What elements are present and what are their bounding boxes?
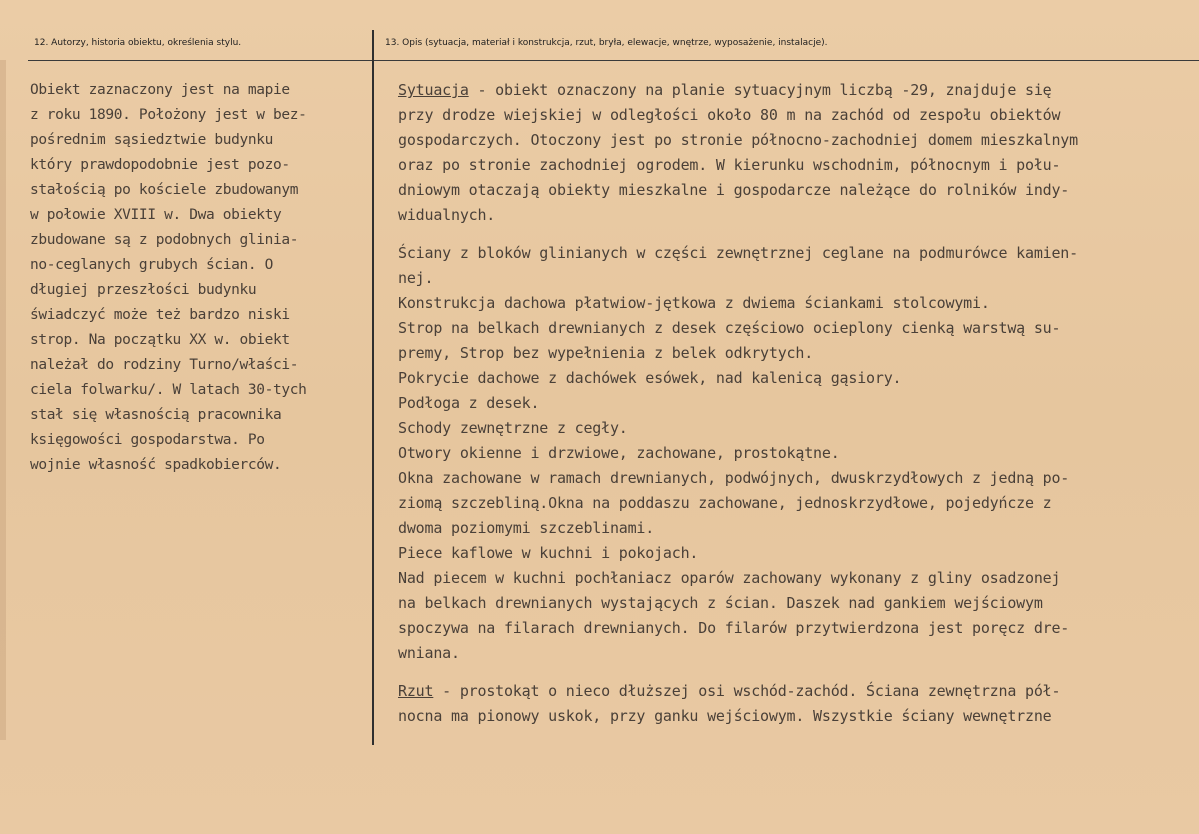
situation-line: widualnych. — [398, 206, 496, 224]
section-13-header: 13. Opis (sytuacja, materiał i konstrukcja, rzut, bryła, elewacje, wnętrze, wyposażenie, instalacje). — [385, 38, 828, 48]
paragraph-gap — [398, 228, 1193, 241]
construction-line: spoczywa na filarach drewnianych. Do filarów przytwierdzona jest poręcz dre- — [398, 619, 1070, 637]
history-line: stał się własnością pracownika — [30, 407, 282, 423]
situation-text: - obiekt oznaczony na planie sytuacyjnym liczbą -29, znajduje się — [468, 81, 1052, 99]
construction-line: na belkach drewnianych wystających z ścian. Daszek nad gankiem wejściowym — [398, 594, 1043, 612]
history-line: Obiekt zaznaczony jest na mapie — [30, 82, 290, 98]
construction-line: dwoma poziomymi szczeblinami. — [398, 519, 655, 537]
construction-line: Piece kaflowe w kuchni i pokojach. — [398, 544, 699, 562]
construction-line: Ściany z bloków glinianych w części zewnętrznej ceglane na podmurówce kamien- — [398, 244, 1078, 262]
construction-line: Okna zachowane w ramach drewnianych, podwójnych, dwuskrzydłowych z jedną po- — [398, 469, 1070, 487]
history-line: z roku 1890. Położony jest w bez- — [30, 107, 307, 123]
construction-line: premy, Strop bez wypełnienia z belek odkrytych. — [398, 344, 814, 362]
situation-line — [398, 78, 1193, 103]
construction-line: wniana. — [398, 644, 460, 662]
sheet-edge-shadow — [0, 60, 6, 740]
construction-line: Otwory okienne i drzwiowe, zachowane, prostokątne. — [398, 444, 840, 462]
history-line: stałością po kościele zbudowanym — [30, 182, 299, 198]
situation-line: oraz po stronie zachodniej ogrodem. W kierunku wschodnim, północnym i połu- — [398, 156, 1061, 174]
history-line: wojnie własność spadkobierców. — [30, 457, 282, 473]
header-rule — [28, 60, 1199, 61]
history-line: długiej przeszłości budynku — [30, 282, 257, 298]
construction-line: Konstrukcja dachowa płatwiow-jętkowa z dwiema ściankami stolcowymi. — [398, 294, 990, 312]
history-column — [30, 78, 370, 478]
history-line: zbudowane są z podobnych glinia- — [30, 232, 299, 248]
situation-line: przy drodze wiejskiej w odległości około 80 m na zachód od zespołu obiektów — [398, 106, 1061, 124]
construction-line: Nad piecem w kuchni pochłaniacz oparów zachowany wykonany z gliny osadzonej — [398, 569, 1061, 587]
construction-line: ziomą szczebliną.Okna na poddaszu zachowane, jednoskrzydłowe, pojedyńcze z — [398, 494, 1052, 512]
paragraph-gap — [398, 666, 1193, 679]
history-line: księgowości gospodarstwa. Po — [30, 432, 265, 448]
history-line: świadczyć może też bardzo niski — [30, 307, 290, 323]
section-12-header: 12. Autorzy, historia obiektu, określenia stylu. — [34, 38, 242, 48]
history-line: strop. Na początku XX w. obiekt — [30, 332, 290, 348]
construction-line: Podłoga z desek. — [398, 394, 540, 412]
history-line: który prawdopodobnie jest pozo- — [30, 157, 290, 173]
construction-line: Strop na belkach drewnianych z desek częściowo ocieplony cienką warstwą su- — [398, 319, 1061, 337]
column-divider — [372, 30, 374, 745]
history-line: pośrednim sąsiedztwie budynku — [30, 132, 274, 148]
history-line: należał do rodziny Turno/właści- — [30, 357, 299, 373]
situation-line: dniowym otaczają obiekty mieszkalne i gospodarcze należące do rolników indy- — [398, 181, 1070, 199]
plan-heading: Rzut — [398, 682, 434, 700]
history-line: ciela folwarku/. W latach 30-tych — [30, 382, 307, 398]
history-line: no-ceglanych grubych ścian. O — [30, 257, 274, 273]
situation-heading: Sytuacja — [398, 81, 469, 99]
situation-line: gospodarczych. Otoczony jest po stronie północno-zachodniej domem mieszkalnym — [398, 131, 1078, 149]
construction-line: Schody zewnętrzne z cegły. — [398, 419, 628, 437]
plan-line: nocna ma pionowy uskok, przy ganku wejściowym. Wszystkie ściany wewnętrzne — [398, 707, 1052, 725]
plan-line — [398, 679, 1193, 704]
history-line: w połowie XVIII w. Dwa obiekty — [30, 207, 282, 223]
description-column — [398, 78, 1193, 729]
construction-line: Pokrycie dachowe z dachówek esówek, nad kalenicą gąsiory. — [398, 369, 902, 387]
plan-text: - prostokąt o nieco dłuższej osi wschód-zachód. Ściana zewnętrzna pół- — [433, 682, 1061, 700]
construction-line: nej. — [398, 269, 434, 287]
